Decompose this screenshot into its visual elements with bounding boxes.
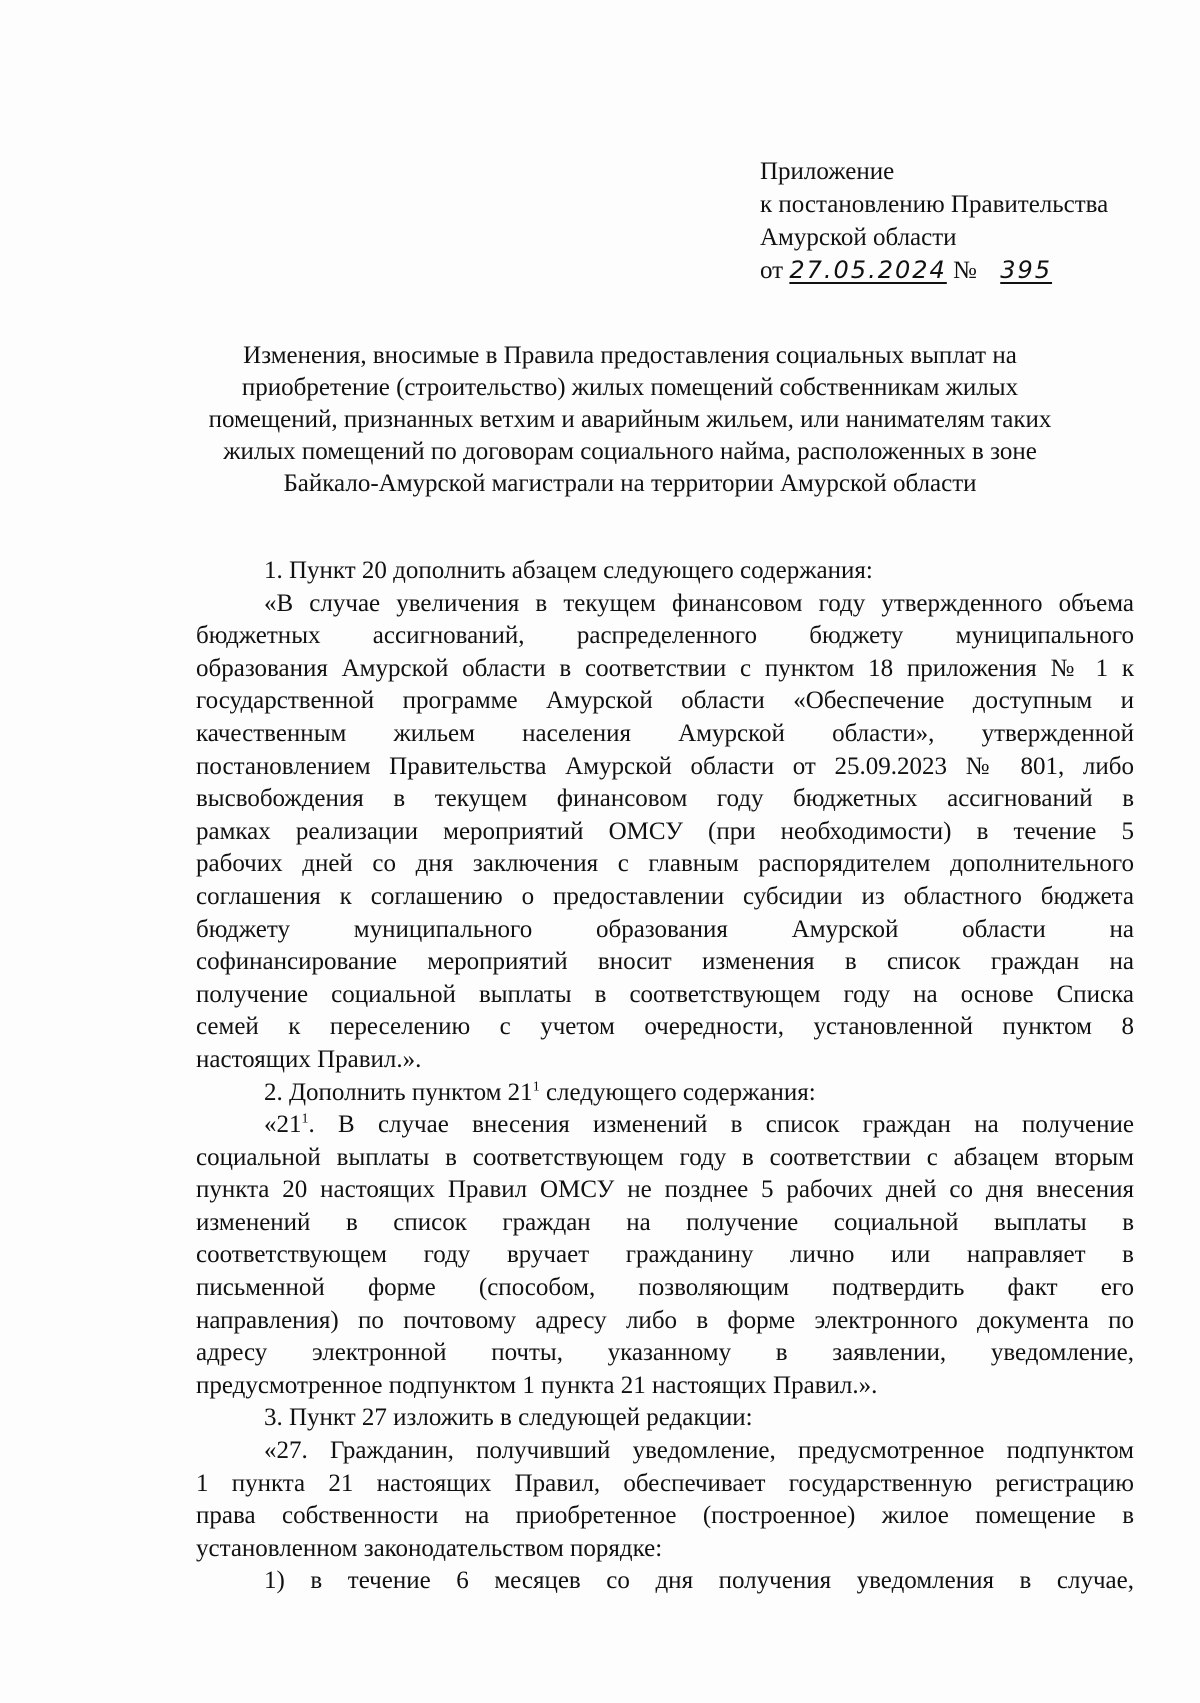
text-line: направления) по почтовому адресу либо в форме электронного документа по	[196, 1306, 1134, 1334]
title-line: приобретение (строительство) жилых помещений собственникам жилых	[241, 374, 1019, 401]
item-2-heading	[196, 1077, 1134, 1110]
title-line: жилых помещений по договорам социального найма, расположенных в зоне	[223, 438, 1037, 465]
text-line: установленном законодательством порядке:	[196, 1534, 663, 1562]
text-line: постановлением Правительства Амурской области от 25.09.2023 № 801, либо	[196, 752, 1134, 780]
handwritten-number: 395	[1000, 256, 1053, 284]
number-label: №	[953, 257, 977, 284]
item-1-heading: 1. Пункт 20 дополнить абзацем следующего содержания:	[264, 557, 873, 584]
document-body	[196, 555, 1134, 1598]
text-line: «В случае увеличения в текущем финансовом году утвержденного объема	[264, 589, 1134, 617]
superscript: 1	[532, 1079, 540, 1095]
item-2-text: 2. Дополнить пунктом 21	[264, 1078, 533, 1106]
date-prefix: от	[760, 257, 784, 284]
text-line: социальной выплаты в соответствующем году в соответствии с абзацем вторым	[196, 1143, 1134, 1171]
title-line: Изменения, вносимые в Правила предоставления социальных выплат на	[243, 342, 1017, 369]
appendix-header	[760, 155, 1160, 287]
text-line: высвобождения в текущем финансовом году бюджетных ассигнований в	[196, 785, 1134, 813]
text-line: рамках реализации мероприятий ОМСУ (при необходимости) в течение 5	[196, 817, 1134, 845]
handwritten-date: 27.05.2024	[789, 256, 947, 284]
clause-21-1-text: . В случае внесения изменений в список граждан на получение	[308, 1111, 1134, 1139]
text-line: бюджетных ассигнований, распределенного бюджету муниципального	[196, 622, 1134, 650]
item-2-text-end: следующего содержания:	[539, 1078, 816, 1106]
text-line: адресу электронной почты, указанному в заявлении, уведомление,	[196, 1339, 1134, 1367]
text-line: соглашения к соглашению о предоставлении субсидии из областного бюджета	[196, 882, 1134, 910]
text-line: изменений в список граждан на получение социальной выплаты в	[196, 1208, 1134, 1236]
text-line: 1) в течение 6 месяцев со дня получения уведомления в случае,	[264, 1567, 1134, 1595]
text-line: соответствующем году вручает гражданину лично или направляет в	[196, 1241, 1134, 1269]
document-title	[190, 340, 1070, 500]
text-line: образования Амурской области в соответствии с пунктом 18 приложения № 1 к	[196, 654, 1134, 682]
text-line: государственной программе Амурской области «Обеспечение доступным и	[196, 687, 1134, 715]
text-line: бюджету муниципального образования Амурской области на	[196, 915, 1134, 943]
text-line: предусмотренное подпунктом 1 пункта 21 настоящих Правил.».	[196, 1371, 878, 1399]
text-line: права собственности на приобретенное (построенное) жилое помещение в	[196, 1502, 1134, 1530]
text-line: настоящих Правил.».	[196, 1045, 422, 1073]
text-line: «27. Гражданин, получивший уведомление, предусмотренное подпунктом	[264, 1437, 1134, 1465]
appendix-region-line: Амурской области	[760, 224, 957, 251]
text-line: пункта 20 настоящих Правил ОМСУ не позднее 5 рабочих дней со дня внесения	[196, 1176, 1134, 1204]
text-line: получение социальной выплаты в соответствующем году на основе Списка	[196, 980, 1134, 1008]
text-line	[196, 1109, 1134, 1142]
title-line: помещений, признанных ветхим и аварийным жильем, или нанимателям таких	[208, 406, 1052, 433]
superscript: 1	[301, 1111, 309, 1127]
title-line: Байкало-Амурской магистрали на территории Амурской области	[283, 470, 977, 497]
text-line: софинансирование мероприятий вносит изменения в список граждан на	[196, 948, 1134, 976]
text-line: письменной форме (способом, позволяющим подтвердить факт его	[196, 1274, 1134, 1302]
appendix-label: Приложение	[760, 158, 895, 185]
appendix-date-line	[760, 254, 1160, 287]
appendix-resolution-line: к постановлению Правительства	[760, 191, 1109, 218]
text-line: рабочих дней со дня заключения с главным распорядителем дополнительного	[196, 850, 1134, 878]
text-line: 1 пункта 21 настоящих Правил, обеспечивает государственную регистрацию	[196, 1469, 1134, 1497]
clause-21-1-start: «21	[264, 1111, 302, 1139]
item-3-heading: 3. Пункт 27 изложить в следующей редакции:	[264, 1404, 753, 1432]
text-line: качественным жильем населения Амурской области», утвержденной	[196, 719, 1134, 747]
text-line: семей к переселению с учетом очередности, установленной пунктом 8	[196, 1013, 1134, 1041]
